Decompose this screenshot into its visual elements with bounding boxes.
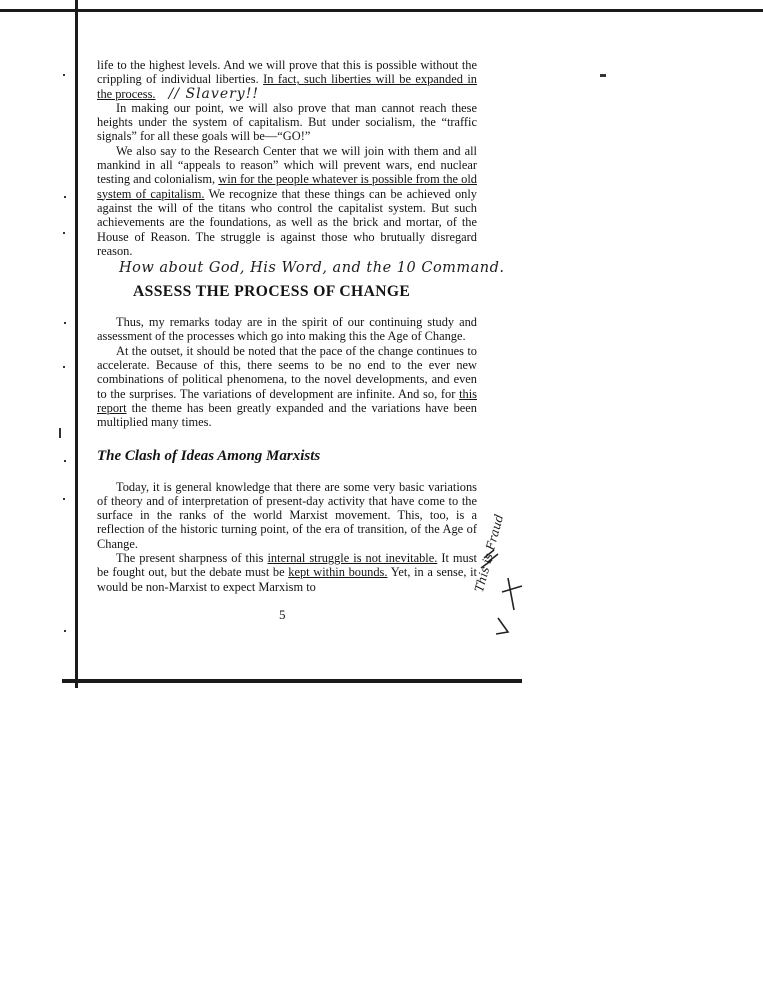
paragraph-text: It must be fought out, but the debate must be: [97, 551, 477, 580]
paragraph-text: The present sharpness of this: [116, 551, 264, 566]
paragraph-text: the theme has been greatly expanded and the variations have been multiplied many times.: [97, 400, 477, 430]
paragraph-text: Yet, in a sense, it would be non-Marxist to expect Marxism to: [97, 565, 477, 594]
paragraph-heights: In making our point, we will also prove that man cannot reach these heights under the system of capitalism. But under socialism, the “traffic signals” for all these goals will be—“GO!”: [97, 100, 477, 144]
handwritten-annotation: // Slavery!!: [168, 85, 259, 102]
underlined-phrase: internal struggle is not inevitable.: [267, 551, 438, 566]
paragraph-today: Today, it is general knowledge that there are some very basic variations of theory and of interpretation of present-day activity that have come to the surface in the ranks of the world Marxist movement. This, too, is a reflection of the historic turning point, of the era of transition, of the Age of Change.: [97, 479, 477, 551]
paragraph-text: We recognize that these things can be achieved only against the will of the titans who control the capitalist system. But such achievements are the foundations, as well as the brick and mortar, of the House of Reason. The struggle is against those who brutually disregard reason.: [97, 186, 477, 258]
paragraph-outset: [97, 344, 477, 430]
scan-bottom-rule: [62, 679, 522, 683]
page-number: 5: [279, 607, 286, 622]
underlined-phrase: this report: [97, 386, 477, 415]
margin-annotation: This is Fraud: [472, 512, 507, 594]
paragraph-sharpness: [97, 551, 477, 594]
paragraph-thus: Thus, my remarks today are in the spirit of our continuing study and assessment of the processes which go into making this the Age of Change.: [97, 315, 477, 344]
paragraph-text: We also say to the Research Center that we will join with them and all mankind in all “appeals to reason” which will prevent wars, end nuclear testing and colonialism,: [97, 143, 477, 187]
underlined-phrase: In fact, such liberties will be expanded in the process.: [97, 72, 477, 101]
scan-left-rule: [75, 0, 78, 688]
paragraph-research-center: [97, 144, 477, 258]
paragraph-liberties: [97, 58, 477, 101]
paragraph-text: life to the highest levels. And we will prove that this is possible without the crippling of individual liberties.: [97, 58, 477, 87]
sub-heading: The Clash of Ideas Among Marxists: [97, 447, 321, 464]
underlined-phrase: win for the people whatever is possible from the old system of capitalism.: [97, 172, 477, 201]
underlined-phrase: kept within bounds.: [288, 565, 388, 580]
paragraph-text: At the outset, it should be noted that the pace of the change continues to accelerate. Because of this, there seems to be no end to the ever new combinations of political phenomena, to the novel developments, and even to the surprises. The variations of development are infinite. And so, for: [97, 343, 477, 401]
scan-top-rule: [0, 9, 763, 12]
handwritten-line: How about God, His Word, and the 10 Command.: [119, 260, 505, 277]
section-heading: ASSESS THE PROCESS OF CHANGE: [133, 283, 411, 301]
